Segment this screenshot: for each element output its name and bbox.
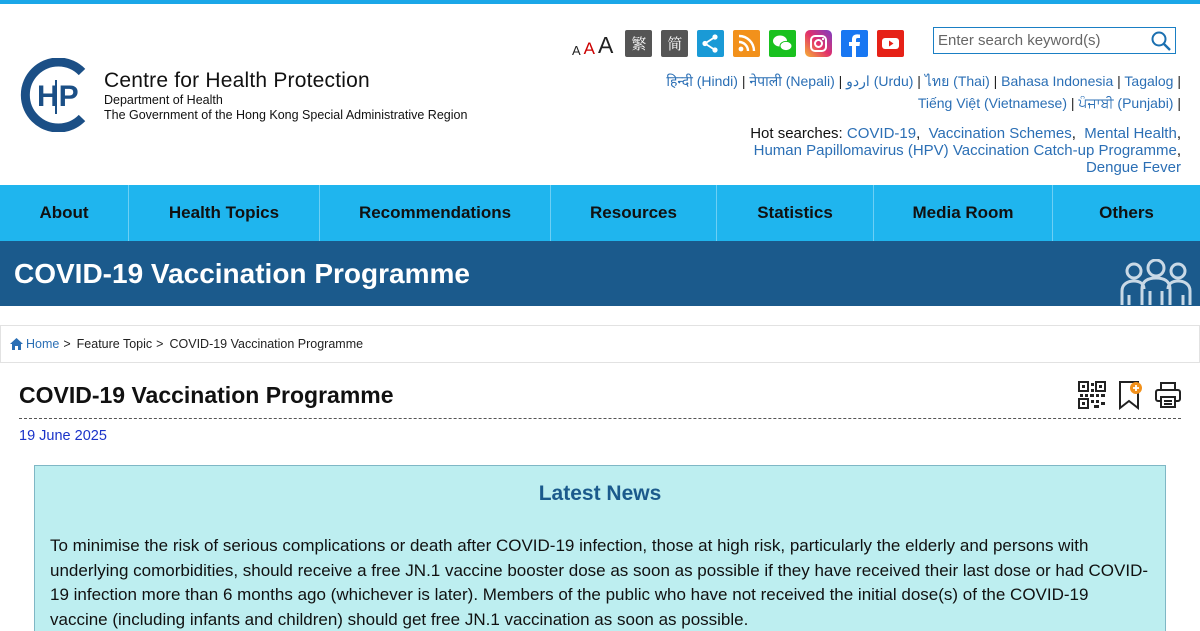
print-icon[interactable] — [1154, 380, 1182, 410]
lang-punjabi[interactable]: ਪੰਜਾਬੀ (Punjabi) — [1078, 95, 1174, 111]
page-title: COVID-19 Vaccination Programme — [19, 382, 394, 408]
wechat-icon[interactable] — [769, 30, 796, 57]
hot-search-hpv[interactable]: Human Papillomavirus (HPV) Vaccination Catch-up Programme — [753, 142, 1177, 159]
font-size-medium-button[interactable]: A — [583, 39, 596, 58]
search-icon[interactable] — [1150, 30, 1172, 52]
header-tools — [572, 27, 904, 57]
rss-icon[interactable] — [733, 30, 760, 57]
nav-resources[interactable]: Resources — [551, 185, 717, 241]
people-group-icon — [1120, 259, 1192, 305]
chp-logo[interactable] — [20, 58, 520, 138]
banner-title: COVID-19 Vaccination Programme — [14, 258, 470, 289]
youtube-icon[interactable] — [877, 30, 904, 57]
nav-about[interactable]: About — [0, 185, 129, 241]
search-input[interactable] — [934, 28, 1144, 53]
page-tools — [1078, 380, 1182, 410]
traditional-chinese-button[interactable]: 繁 — [625, 30, 652, 57]
font-size-large-button[interactable]: A — [598, 32, 614, 58]
nav-media-room[interactable]: Media Room — [874, 185, 1053, 241]
font-size-small-button[interactable]: A — [572, 43, 581, 58]
share-icon[interactable] — [697, 30, 724, 57]
facebook-icon[interactable] — [841, 30, 868, 57]
latest-news-body: To minimise the risk of serious complications or death after COVID-19 infection, those at high risk, particularly the elderly and persons with underlying comorbidities, should receive a free JN.1 vaccine booster dose as soon as possible if they have received their last dose or had COVID-19 infection more than 6 months ago (whichever is later). Members of the public who have not received the initial dose(s) of the COVID-19 vaccine (including infants and children) should get free JN.1 vaccination as soon as possible. — [50, 536, 1149, 629]
breadcrumb-separator: > — [63, 337, 71, 351]
page-date: 19 June 2025 — [19, 428, 107, 444]
hot-search-vaccination[interactable]: Vaccination Schemes — [928, 125, 1072, 142]
hot-searches: Hot searches: COVID-19, Vaccination Schemes, Mental Health, Human Papillomavirus (HPV) Vaccination Catch-up Programme, Dengue Fever — [750, 125, 1181, 176]
home-icon[interactable] — [10, 338, 23, 350]
lang-vietnamese[interactable]: Tiếng Việt (Vietnamese) — [917, 95, 1067, 111]
breadcrumb-feature-topic: Feature Topic — [76, 337, 153, 351]
lang-urdu[interactable]: اردو (Urdu) — [846, 73, 914, 89]
nav-health-topics[interactable]: Health Topics — [129, 185, 320, 241]
breadcrumb-current: COVID-19 Vaccination Programme — [169, 337, 364, 351]
breadcrumb — [0, 325, 1200, 363]
language-links — [621, 70, 1181, 114]
svg-text:HP: HP — [37, 80, 79, 113]
lang-thai[interactable]: ไทย (Thai) — [924, 73, 990, 89]
lang-indonesian[interactable]: Bahasa Indonesia — [1001, 73, 1114, 89]
language-line-2: Tiếng Việt (Vietnamese) | ਪੰਜਾਬੀ (Punjabi) | — [917, 95, 1181, 111]
bookmark-icon[interactable] — [1116, 380, 1144, 410]
nav-recommendations[interactable]: Recommendations — [320, 185, 551, 241]
main-nav — [0, 185, 1200, 241]
nav-statistics[interactable]: Statistics — [717, 185, 874, 241]
govt-name: The Government of the Hong Kong Special Administrative Region — [104, 108, 468, 122]
hot-search-covid[interactable]: COVID-19 — [846, 125, 917, 142]
org-title: Centre for Health Protection — [104, 69, 370, 92]
hot-search-mental-health[interactable]: Mental Health — [1084, 125, 1177, 142]
site-search — [933, 27, 1176, 54]
lang-tagalog[interactable]: Tagalog — [1124, 73, 1174, 89]
lang-nepali[interactable]: नेपाली (Nepali) — [749, 73, 835, 89]
title-divider — [19, 418, 1181, 419]
latest-news-heading: Latest News — [538, 482, 662, 505]
instagram-icon[interactable] — [805, 30, 832, 57]
chp-logo-mark — [20, 58, 94, 132]
page-banner — [0, 241, 1200, 306]
breadcrumb-home[interactable]: Home — [26, 337, 60, 351]
hot-search-dengue[interactable]: Dengue Fever — [1085, 159, 1181, 176]
qr-code-icon[interactable] — [1078, 380, 1106, 410]
dept-name: Department of Health — [104, 93, 223, 107]
simplified-chinese-button[interactable]: 简 — [661, 30, 688, 57]
breadcrumb-separator: > — [156, 337, 164, 351]
nav-others[interactable]: Others — [1099, 203, 1154, 222]
top-accent-line — [0, 0, 1200, 4]
hot-searches-label: Hot searches: — [750, 125, 847, 142]
latest-news-box — [34, 465, 1166, 631]
lang-hindi[interactable]: हिन्दी (Hindi) — [666, 73, 738, 89]
language-line-1: हिन्दी (Hindi) | नेपाली (Nepali) | اردو (Urdu) | ไทย (Thai) | Bahasa Indonesia | Tagalog | — [666, 73, 1181, 89]
